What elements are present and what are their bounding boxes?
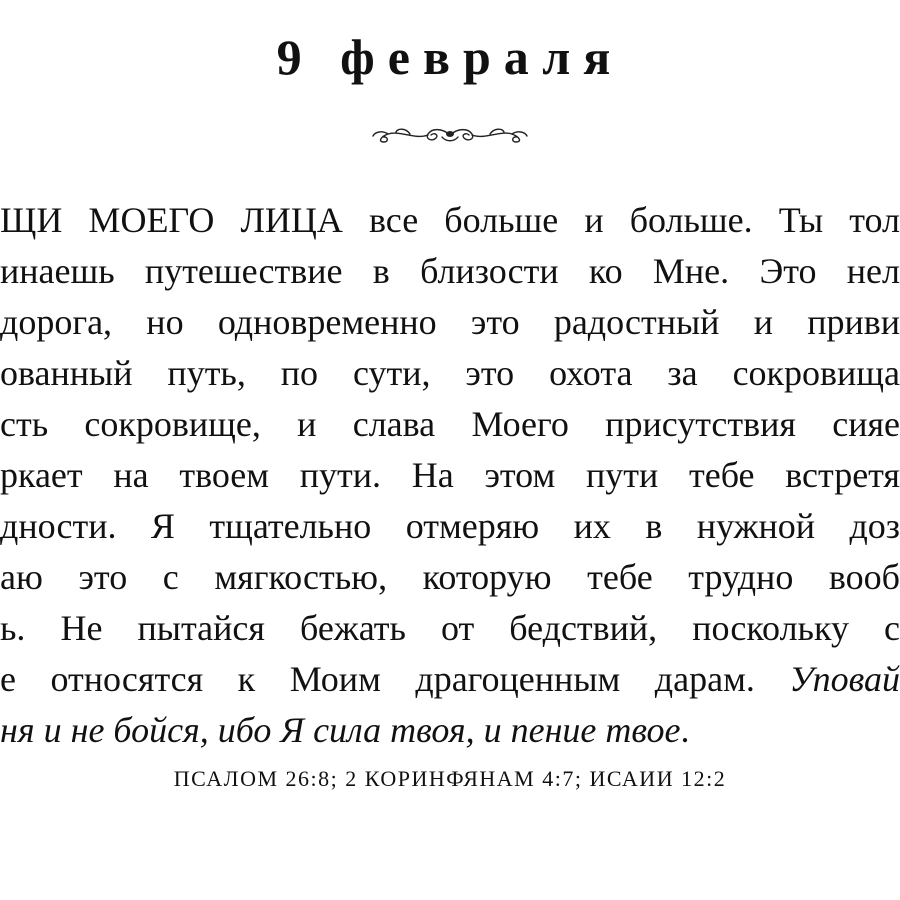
text-line-11 [0, 705, 900, 756]
scripture-reference: ПСАЛОМ 26:8; 2 КОРИНФЯНАМ 4:7; ИСАИИ 12:2 [173, 766, 727, 791]
text-line-8: аю это с мягкостью, которую тебе трудно вооб [0, 557, 900, 597]
devotional-body [0, 195, 900, 756]
text-line-7: дности. Я тщательно отмеряю их в нужной доз [0, 506, 900, 546]
scripture-quote-start: Уповай [789, 659, 900, 699]
text-line-9: ь. Не пытайся бежать от бедствий, поскольку с [0, 608, 900, 648]
text-line-10 [0, 654, 900, 705]
text-line-10-normal: е относятся к Моим драгоценным дарам. [0, 659, 790, 699]
text-line-1: ЩИ МОЕГО ЛИЦА все больше и больше. Ты тол [0, 200, 900, 240]
page-title: 9 февраля [276, 29, 624, 85]
text-line-4: ованный путь, по сути, это охота за сокровища [0, 353, 900, 393]
text-line-2: инаешь путешествие в близости ко Мне. Это нел [0, 251, 900, 291]
text-line-3: дорога, но одновременно это радостный и приви [0, 302, 900, 342]
flourish-divider-icon [370, 120, 530, 150]
text-line-6: ркает на твоем пути. На этом пути тебе встретя [0, 455, 900, 495]
text-line-5: сть сокровище, и слава Моего присутствия сияе [0, 404, 900, 444]
scripture-quote-end: ня и не бойся, ибо Я сила твоя, и пение твое [0, 710, 681, 750]
text-line-11-period: . [680, 710, 690, 750]
